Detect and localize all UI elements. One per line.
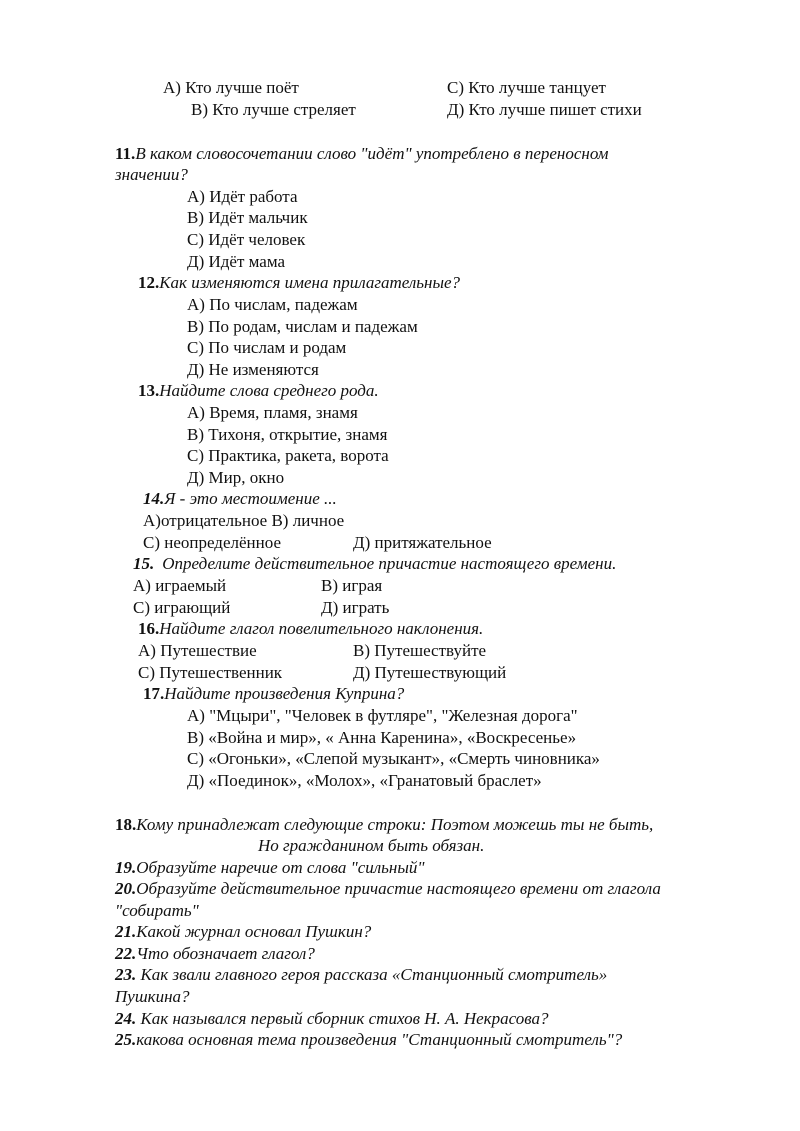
q16-question	[138, 619, 483, 639]
q16-text: Найдите глагол повелительного наклонения.	[159, 619, 484, 638]
q12-text: Как изменяются имена прилагательные?	[159, 273, 461, 292]
q17-question	[143, 684, 404, 704]
q21-text: Какой журнал основал Пушкин?	[136, 922, 372, 941]
q12-question	[138, 273, 460, 293]
q24-number: 24.	[115, 1009, 137, 1028]
q13-text: Найдите слова среднего рода.	[159, 381, 379, 400]
q15-text: Определите действительное причастие настоящего времени.	[162, 554, 617, 573]
q11-option: В) Идёт мальчик	[187, 208, 308, 227]
q12-option: Д) Не изменяются	[187, 360, 319, 379]
q18-text: Кому принадлежат следующие строки: Поэтом можешь ты не быть,	[136, 815, 654, 834]
q13-question	[138, 381, 379, 401]
q18-number: 18.	[115, 815, 137, 834]
q14-number: 14.	[143, 489, 165, 508]
q16-option-b: В) Путешествуйте	[353, 641, 487, 660]
q22-number: 22.	[115, 944, 137, 963]
q16-option-c: С) Путешественник	[138, 663, 283, 682]
q17-option: А) "Мцыри", "Человек в футляре", "Железная дорога"	[187, 706, 578, 725]
q20-number: 20.	[115, 879, 137, 898]
q24-question	[115, 1009, 549, 1029]
q20-question	[115, 879, 661, 899]
q18-question	[115, 815, 653, 835]
q11-option: Д) Идёт мама	[187, 252, 286, 271]
q11-text-cont: значении?	[115, 165, 188, 184]
q13-option: В) Тихоня, открытие, знамя	[187, 425, 388, 444]
q10-option-b: В) Кто лучше стреляет	[191, 100, 356, 119]
q15-option-a: А) играемый	[133, 576, 227, 595]
q13-option: А) Время, пламя, знамя	[187, 403, 358, 422]
q16-number: 16.	[138, 619, 160, 638]
q16-option-d: Д) Путешествующий	[353, 663, 507, 682]
q15-option-d: Д) играть	[321, 598, 390, 617]
q10-option-a: А) Кто лучше поёт	[163, 78, 299, 97]
q12-option: А) По числам, падежам	[187, 295, 358, 314]
q22-question	[115, 944, 315, 964]
q24-text: Как назывался первый сборник стихов Н. А. Некрасова?	[136, 1009, 549, 1028]
q14-text: Я - это местоимение ...	[164, 489, 337, 508]
q13-option: С) Практика, ракета, ворота	[187, 446, 389, 465]
q20-text: Образуйте действительное причастие настоящего времени от глагола	[136, 879, 661, 898]
q23-text: Как звали главного героя рассказа «Станционный смотритель»	[136, 965, 608, 984]
q10-option-c: С) Кто лучше танцует	[447, 78, 606, 97]
q13-option: Д) Мир, окно	[187, 468, 285, 487]
q17-option: Д) «Поединок», «Молох», «Гранатовый браслет»	[187, 771, 542, 790]
q14-question	[143, 489, 337, 509]
q14-options-line: А)отрицательное В) личное	[143, 511, 345, 530]
q22-text: Что обозначает глагол?	[136, 944, 315, 963]
q17-number: 17.	[143, 684, 165, 703]
q17-text: Найдите произведения Куприна?	[164, 684, 405, 703]
q12-option: В) По родам, числам и падежам	[187, 317, 418, 336]
q13-number: 13.	[138, 381, 160, 400]
q11-question	[115, 144, 609, 164]
q11-number: 11.	[115, 144, 136, 163]
q12-option: С) По числам и родам	[187, 338, 347, 357]
q25-number: 25.	[115, 1030, 137, 1049]
q23-question	[115, 965, 607, 985]
q23-text-cont: Пушкина?	[115, 987, 190, 1006]
q21-number: 21.	[115, 922, 137, 941]
q10-option-d: Д) Кто лучше пишет стихи	[447, 100, 642, 119]
q25-text: какова основная тема произведения "Станционный смотритель"?	[136, 1030, 623, 1049]
q23-number: 23.	[115, 965, 137, 984]
q17-option: В) «Война и мир», « Анна Каренина», «Воскресенье»	[187, 728, 577, 747]
q11-option: А) Идёт работа	[187, 187, 298, 206]
q25-question	[115, 1030, 622, 1050]
q21-question	[115, 922, 371, 942]
q18-text-cont: Но гражданином быть обязан.	[258, 836, 485, 855]
q14-option-d: Д) притяжательное	[353, 533, 492, 552]
q20-text-cont: "собирать"	[115, 901, 199, 920]
q15-option-c: С) играющий	[133, 598, 231, 617]
q11-option: С) Идёт человек	[187, 230, 306, 249]
q11-text: В каком словосочетании слово "идёт" употреблено в переносном	[135, 144, 609, 163]
q19-text: Образуйте наречие от слова "сильный"	[136, 858, 425, 877]
q16-option-a: А) Путешествие	[138, 641, 257, 660]
q19-question	[115, 858, 425, 878]
q12-number: 12.	[138, 273, 160, 292]
q15-option-b: В) играя	[321, 576, 383, 595]
q15-question	[133, 554, 616, 574]
q15-number: 15.	[133, 554, 155, 573]
q17-option: С) «Огоньки», «Слепой музыкант», «Смерть чиновника»	[187, 749, 600, 768]
q19-number: 19.	[115, 858, 137, 877]
q14-option-c: С) неопределённое	[143, 533, 281, 552]
